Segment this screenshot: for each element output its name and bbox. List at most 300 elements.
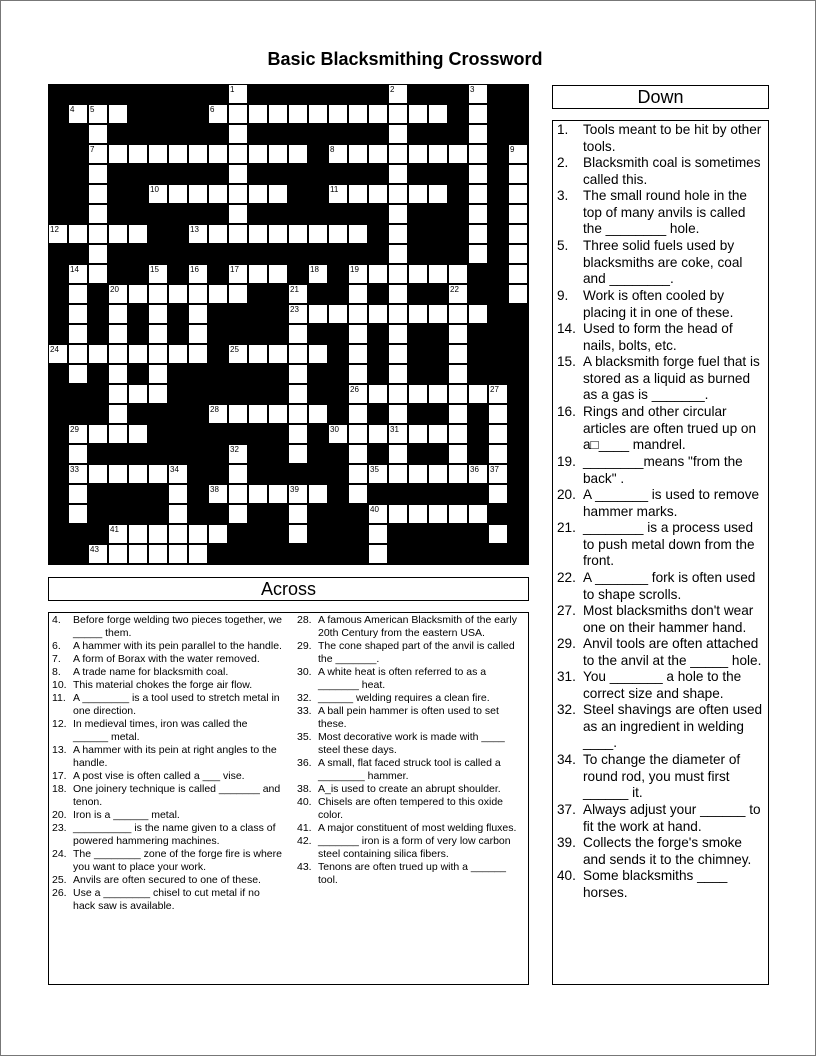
down-clue [557,669,763,702]
grid-cell[interactable] [288,344,308,364]
grid-cell[interactable] [388,424,408,444]
grid-cell[interactable] [148,384,168,404]
grid-cell[interactable] [428,504,448,524]
grid-cell[interactable] [248,344,268,364]
grid-cell[interactable] [468,224,488,244]
grid-cell[interactable] [148,304,168,324]
grid-cell[interactable] [248,404,268,424]
grid-cell[interactable] [68,344,88,364]
grid-cell[interactable] [88,164,108,184]
grid-cell[interactable] [488,484,508,504]
grid-cell[interactable] [388,344,408,364]
grid-cell[interactable] [468,124,488,144]
grid-cell[interactable] [108,364,128,384]
grid-cell[interactable] [468,244,488,264]
clue-number: 21. [557,520,576,535]
grid-cell[interactable] [228,504,248,524]
grid-cell[interactable] [148,364,168,384]
grid-cell[interactable] [288,504,308,524]
grid-cell[interactable] [368,544,388,564]
grid-cell[interactable] [88,124,108,144]
grid-cell[interactable] [388,444,408,464]
grid-cell[interactable] [488,384,508,404]
down-clue [557,835,763,868]
grid-cell[interactable] [168,464,188,484]
grid-cell[interactable] [68,504,88,524]
grid-cell[interactable] [348,144,368,164]
grid-cell[interactable] [268,264,288,284]
grid-cell[interactable] [168,524,188,544]
grid-cell[interactable] [208,284,228,304]
grid-cell[interactable] [488,524,508,544]
grid-cell[interactable] [488,464,508,484]
grid-cell[interactable] [148,344,168,364]
clue-text: Most blacksmiths don't wear one on their hammer hand. [583,603,754,635]
grid-cell[interactable] [428,264,448,284]
grid-cell[interactable] [108,304,128,324]
grid-cell[interactable] [328,144,348,164]
grid-cell[interactable] [68,324,88,344]
grid-cell[interactable] [148,524,168,544]
grid-cell[interactable] [228,184,248,204]
grid-cell[interactable] [228,404,248,424]
grid-cell[interactable] [448,344,468,364]
clue-text: A hammer with its pein parallel to the handle. [73,640,282,652]
clue-number: 32. [297,692,312,704]
grid-cell[interactable] [348,304,368,324]
grid-cell[interactable] [448,304,468,324]
grid-cell[interactable] [88,204,108,224]
grid-cell[interactable] [188,524,208,544]
grid-cell[interactable] [168,544,188,564]
grid-cell[interactable] [388,204,408,224]
grid-cell[interactable] [448,144,468,164]
grid-cell[interactable] [268,184,288,204]
across-heading: Across [48,577,529,601]
grid-cell[interactable] [388,384,408,404]
grid-cell[interactable] [468,104,488,124]
clue-number: 42. [297,835,312,847]
down-clue [557,238,763,288]
grid-cell[interactable] [268,404,288,424]
grid-cell[interactable] [108,404,128,424]
grid-cell[interactable] [508,284,528,304]
clue-number: 39 [290,485,299,494]
across-clue [297,822,525,835]
grid-cell[interactable] [448,284,468,304]
grid-cell[interactable] [308,224,328,244]
grid-cell[interactable] [328,224,348,244]
grid-cell[interactable] [368,424,388,444]
down-clue [557,802,763,835]
grid-cell[interactable] [108,544,128,564]
grid-cell[interactable] [448,444,468,464]
grid-cell[interactable] [148,184,168,204]
grid-cell[interactable] [288,304,308,324]
grid-cell[interactable] [68,424,88,444]
clue-text: A _______ is used to remove hammer marks. [583,487,760,519]
grid-cell[interactable] [88,464,108,484]
grid-cell[interactable] [428,384,448,404]
grid-cell[interactable] [208,404,228,424]
grid-cell[interactable] [68,464,88,484]
grid-cell[interactable] [388,164,408,184]
grid-cell[interactable] [188,284,208,304]
grid-cell[interactable] [248,224,268,244]
grid-cell[interactable] [148,464,168,484]
grid-cell[interactable] [368,464,388,484]
grid-cell[interactable] [288,404,308,424]
grid-cell[interactable] [268,104,288,124]
clue-text: A post vise is often called a ___ vise. [73,770,245,782]
grid-cell[interactable] [488,424,508,444]
grid-cell[interactable] [348,324,368,344]
clue-number: 35 [370,465,379,474]
grid-cell[interactable] [408,384,428,404]
grid-cell[interactable] [468,504,488,524]
clue-number: 32. [557,702,576,717]
grid-cell[interactable] [288,364,308,384]
grid-cell[interactable] [508,164,528,184]
clue-number: 40. [297,796,312,808]
grid-cell[interactable] [148,544,168,564]
grid-cell[interactable] [108,464,128,484]
grid-cell[interactable] [88,244,108,264]
grid-cell[interactable] [128,284,148,304]
grid-cell[interactable] [68,364,88,384]
grid-cell[interactable] [388,324,408,344]
grid-cell[interactable] [108,344,128,364]
grid-cell[interactable] [108,104,128,124]
grid-cell[interactable] [228,444,248,464]
clue-text: A major constituent of most welding fluxes. [318,822,517,834]
grid-cell[interactable] [68,224,88,244]
down-clue [557,702,763,752]
grid-cell[interactable] [388,184,408,204]
grid-cell[interactable] [268,484,288,504]
clue-number: 10. [52,679,67,691]
grid-cell[interactable] [448,264,468,284]
grid-cell[interactable] [388,84,408,104]
grid-cell[interactable] [108,384,128,404]
clue-number: 31. [557,669,576,684]
grid-cell[interactable] [288,384,308,404]
grid-cell[interactable] [348,284,368,304]
grid-cell[interactable] [388,264,408,284]
grid-cell[interactable] [188,324,208,344]
clue-number: 24 [50,345,59,354]
grid-cell[interactable] [68,444,88,464]
grid-cell[interactable] [88,144,108,164]
grid-cell[interactable] [88,344,108,364]
grid-cell[interactable] [368,104,388,124]
grid-cell[interactable] [68,304,88,324]
grid-cell[interactable] [388,464,408,484]
grid-cell[interactable] [348,484,368,504]
grid-cell[interactable] [488,444,508,464]
grid-cell[interactable] [128,524,148,544]
grid-cell[interactable] [508,224,528,244]
across-clue [52,744,284,770]
grid-cell[interactable] [348,384,368,404]
grid-cell[interactable] [288,104,308,124]
grid-cell[interactable] [388,404,408,424]
down-clue [557,321,763,354]
grid-cell[interactable] [268,224,288,244]
grid-cell[interactable] [108,144,128,164]
grid-cell[interactable] [168,484,188,504]
grid-cell[interactable] [308,104,328,124]
grid-cell[interactable] [348,224,368,244]
grid-cell[interactable] [268,144,288,164]
grid-cell[interactable] [88,104,108,124]
grid-cell[interactable] [188,184,208,204]
grid-cell[interactable] [68,264,88,284]
grid-cell[interactable] [228,284,248,304]
down-clue [557,188,763,238]
grid-cell[interactable] [208,104,228,124]
grid-cell[interactable] [228,484,248,504]
grid-cell[interactable] [368,144,388,164]
grid-cell[interactable] [408,144,428,164]
grid-cell[interactable] [228,264,248,284]
clue-text: ________means "from the back" . [583,454,743,486]
grid-cell[interactable] [208,144,228,164]
clue-number: 31 [390,425,399,434]
grid-cell[interactable] [288,484,308,504]
clue-text: Some blacksmiths ____ horses. [583,868,728,900]
grid-cell[interactable] [428,104,448,124]
grid-cell[interactable] [488,404,508,424]
grid-cell[interactable] [348,264,368,284]
grid-cell[interactable] [388,364,408,384]
grid-cell[interactable] [168,144,188,164]
grid-cell[interactable] [408,304,428,324]
clue-number: 25 [230,345,239,354]
grid-cell[interactable] [128,464,148,484]
grid-cell[interactable] [188,304,208,324]
grid-cell[interactable] [148,284,168,304]
grid-cell[interactable] [428,144,448,164]
grid-cell[interactable] [388,104,408,124]
grid-cell[interactable] [448,364,468,384]
grid-cell[interactable] [348,104,368,124]
grid-cell[interactable] [508,144,528,164]
grid-cell[interactable] [308,304,328,324]
grid-cell[interactable] [468,84,488,104]
grid-cell[interactable] [128,144,148,164]
grid-cell[interactable] [228,144,248,164]
grid-cell[interactable] [228,124,248,144]
clue-number: 18 [310,265,319,274]
grid-cell[interactable] [88,224,108,244]
grid-cell[interactable] [428,184,448,204]
grid-cell[interactable] [228,84,248,104]
grid-cell[interactable] [228,204,248,224]
grid-cell[interactable] [88,264,108,284]
grid-cell[interactable] [348,404,368,424]
grid-cell[interactable] [188,264,208,284]
grid-cell[interactable] [268,344,288,364]
grid-cell[interactable] [408,504,428,524]
grid-cell[interactable] [308,344,328,364]
grid-cell[interactable] [168,504,188,524]
grid-cell[interactable] [468,164,488,184]
grid-cell[interactable] [68,104,88,124]
grid-cell[interactable] [188,344,208,364]
grid-cell[interactable] [368,264,388,284]
grid-cell[interactable] [128,224,148,244]
grid-cell[interactable] [368,504,388,524]
grid-cell[interactable] [68,284,88,304]
grid-cell[interactable] [88,184,108,204]
grid-cell[interactable] [228,344,248,364]
grid-cell[interactable] [428,424,448,444]
grid-cell[interactable] [368,384,388,404]
grid-cell[interactable] [288,284,308,304]
grid-cell[interactable] [48,224,68,244]
grid-cell[interactable] [328,184,348,204]
grid-cell[interactable] [348,344,368,364]
clue-text: Three solid fuels used by blacksmiths are coke, coal and ________. [583,238,743,287]
grid-cell[interactable] [408,184,428,204]
grid-cell[interactable] [148,144,168,164]
grid-cell[interactable] [248,184,268,204]
grid-cell[interactable] [208,184,228,204]
grid-cell[interactable] [128,344,148,364]
grid-cell[interactable] [408,264,428,284]
grid-cell[interactable] [388,124,408,144]
clue-number: 40. [557,868,576,883]
grid-cell[interactable] [288,324,308,344]
grid-cell[interactable] [168,344,188,364]
grid-cell[interactable] [408,464,428,484]
grid-cell[interactable] [308,404,328,424]
grid-cell[interactable] [228,224,248,244]
grid-cell[interactable] [368,524,388,544]
grid-cell[interactable] [388,144,408,164]
grid-cell[interactable] [468,204,488,224]
grid-cell[interactable] [388,224,408,244]
grid-cell[interactable] [288,444,308,464]
grid-cell[interactable] [348,184,368,204]
down-clue [557,354,763,404]
grid-cell[interactable] [148,324,168,344]
grid-cell[interactable] [208,484,228,504]
grid-cell[interactable] [288,144,308,164]
grid-cell[interactable] [108,284,128,304]
grid-cell[interactable] [508,184,528,204]
down-clue [557,752,763,802]
clue-number: 43. [297,861,312,873]
grid-cell[interactable] [388,244,408,264]
grid-cell[interactable] [508,244,528,264]
grid-cell[interactable] [448,504,468,524]
grid-cell[interactable] [248,264,268,284]
grid-cell[interactable] [388,304,408,324]
grid-cell[interactable] [108,224,128,244]
grid-cell[interactable] [248,484,268,504]
grid-cell[interactable] [368,304,388,324]
grid-cell[interactable] [448,424,468,444]
grid-cell[interactable] [128,424,148,444]
grid-cell[interactable] [328,304,348,324]
clue-text: Tools meant to be hit by other tools. [583,122,762,154]
grid-cell[interactable] [448,404,468,424]
grid-cell[interactable] [428,304,448,324]
across-clue [52,692,284,718]
grid-cell[interactable] [468,384,488,404]
grid-cell[interactable] [448,384,468,404]
grid-cell[interactable] [248,104,268,124]
grid-cell[interactable] [228,104,248,124]
grid-cell[interactable] [328,424,348,444]
grid-cell[interactable] [348,364,368,384]
grid-cell[interactable] [188,224,208,244]
grid-cell[interactable] [128,544,148,564]
grid-cell[interactable] [128,384,148,404]
grid-cell[interactable] [388,504,408,524]
grid-cell[interactable] [448,464,468,484]
grid-cell[interactable] [188,544,208,564]
grid-cell[interactable] [288,524,308,544]
grid-cell[interactable] [288,224,308,244]
grid-cell[interactable] [348,424,368,444]
grid-cell[interactable] [448,324,468,344]
grid-cell[interactable] [308,484,328,504]
grid-cell[interactable] [208,524,228,544]
grid-cell[interactable] [88,544,108,564]
grid-cell[interactable] [468,464,488,484]
clue-number: 17 [230,265,239,274]
grid-cell[interactable] [288,424,308,444]
grid-cell[interactable] [68,484,88,504]
grid-cell[interactable] [388,284,408,304]
grid-cell[interactable] [208,224,228,244]
grid-cell[interactable] [48,344,68,364]
grid-cell[interactable] [308,264,328,284]
grid-cell[interactable] [408,104,428,124]
clue-number: 7. [52,653,61,665]
down-clue [557,155,763,188]
grid-cell[interactable] [468,144,488,164]
grid-cell[interactable] [508,204,528,224]
grid-cell[interactable] [228,464,248,484]
grid-cell[interactable] [368,184,388,204]
grid-cell[interactable] [348,464,368,484]
clue-number: 19. [557,454,576,469]
grid-cell[interactable] [228,164,248,184]
clue-text: This material chokes the forge air flow. [73,679,253,691]
grid-cell[interactable] [108,324,128,344]
grid-cell[interactable] [168,284,188,304]
grid-cell[interactable] [188,144,208,164]
grid-cell[interactable] [468,184,488,204]
grid-cell[interactable] [108,424,128,444]
grid-cell[interactable] [328,104,348,124]
grid-cell[interactable] [468,304,488,324]
grid-cell[interactable] [108,524,128,544]
grid-cell[interactable] [88,424,108,444]
grid-cell[interactable] [148,264,168,284]
grid-cell[interactable] [168,184,188,204]
grid-cell[interactable] [348,444,368,464]
clue-number: 43 [90,545,99,554]
grid-cell[interactable] [408,424,428,444]
grid-cell[interactable] [248,144,268,164]
grid-cell[interactable] [428,464,448,484]
grid-cell[interactable] [508,264,528,284]
